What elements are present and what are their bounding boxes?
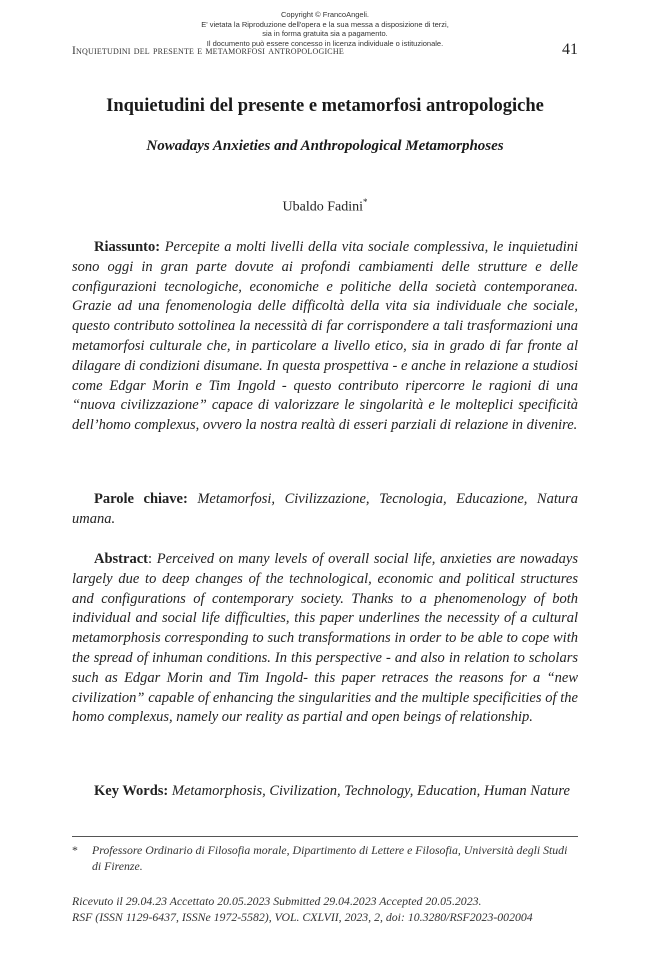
footnote-divider bbox=[72, 836, 578, 837]
footnote-text: Professore Ordinario di Filosofia morale, Dipartimento di Lettere e Filosofia, Università degli Studi di Firenze. bbox=[92, 843, 568, 873]
abstract-label: Abstract bbox=[94, 551, 148, 567]
author-name: Ubaldo Fadini bbox=[282, 199, 363, 215]
page-number: 41 bbox=[562, 41, 578, 58]
key-words-paragraph bbox=[72, 782, 578, 802]
copyright-line: Il documento può essere concesso in licenza individuale o istituzionale. bbox=[206, 38, 444, 48]
article-title: Inquietudini del presente e metamorfosi antropologiche bbox=[106, 96, 544, 116]
copyright-line: Copyright © FrancoAngeli. bbox=[280, 10, 370, 19]
parole-chiave-text: Metamorfosi, Civilizzazione, Tecnologia, Educazione, Natura umana. bbox=[72, 491, 578, 527]
copyright-line: E' vietata la Riproduzione dell'opera e la sua messa a disposizione di terzi, bbox=[201, 19, 449, 29]
riassunto-label: Riassunto: bbox=[94, 239, 161, 255]
parole-chiave-paragraph bbox=[72, 490, 578, 530]
abstract-separator: : bbox=[147, 551, 157, 567]
author bbox=[72, 197, 578, 216]
riassunto-paragraph bbox=[72, 238, 578, 436]
key-words-label: Key Words: bbox=[94, 783, 169, 799]
key-words-text: Metamorphosis, Civilization, Technology, Education, Human Nature bbox=[171, 783, 570, 799]
received-dates: Ricevuto il 29.04.23 Accettato 20.05.2023 Submitted 29.04.2023 Accepted 20.05.2023. bbox=[72, 894, 482, 908]
running-head: Inquietudini del presente e metamorfosi antropologiche bbox=[72, 45, 344, 57]
abstract-text: Perceived on many levels of overall social life, anxieties are nowadays largely due to deep changes of the technological, economic and political structures and configurations of contemporary society. Thanks to a phenomenology of both individual and social life difficulties, this paper underlines the necessity of a cultural metamorphosis corresponding to such transformations in order to be able to cope with the spread of inhuman conditions. In this perspective - and also in relation to scholars such as Edgar Morin and Tim Ingold- this paper retraces the reasons for a “new civilization” capable of enhancing the singularities and the multiple specificities of the homo complexus, namely our reality as partial and open beings of relationship. bbox=[72, 551, 579, 726]
copyright-line: sia in forma gratuita sia a pagamento. bbox=[262, 29, 388, 38]
article-subtitle: Nowadays Anxieties and Anthropological Metamorphoses bbox=[146, 138, 504, 154]
abstract-paragraph bbox=[72, 550, 578, 728]
copyright-notice bbox=[0, 10, 650, 48]
journal-citation: RSF (ISSN 1129-6437, ISSNe 1972-5582), VOL. CXLVII, 2023, 2, doi: 10.3280/RSF2023-002004 bbox=[72, 910, 533, 924]
footnote-mark: * bbox=[72, 843, 78, 857]
riassunto-text: Percepite a molti livelli della vita sociale complessiva, le inquietudini sono oggi in gran parte dovute ai profondi cambiamenti delle strutture e delle configurazioni tecnologiche, economiche e politiche della società contemporanea. Grazie ad una fenomenologia delle difficoltà della vita sia individuale che sociale, questo contributo sottolinea la necessità di far corrispondere a tali trasformazioni una metamorfosi culturale che, in particolare a livello etico, sia in grado di far fronte al dilagare di condizioni disumane. In questa prospettiva - e anche in relazione a studiosi come Edgar Morin e Tim Ingold - questo contributo ripercorre le ragioni di una “nuova civilizzazione” capace di valorizzare le singolarità e le molteplici specificità dell’homo complexus, ovvero la nostra realtà di esseri parziali di relazione in divenire. bbox=[72, 239, 579, 434]
author-footnote-mark: * bbox=[363, 197, 368, 207]
parole-chiave-label: Parole chiave: bbox=[94, 491, 188, 507]
publication-info bbox=[72, 893, 578, 925]
footnote bbox=[72, 842, 578, 874]
